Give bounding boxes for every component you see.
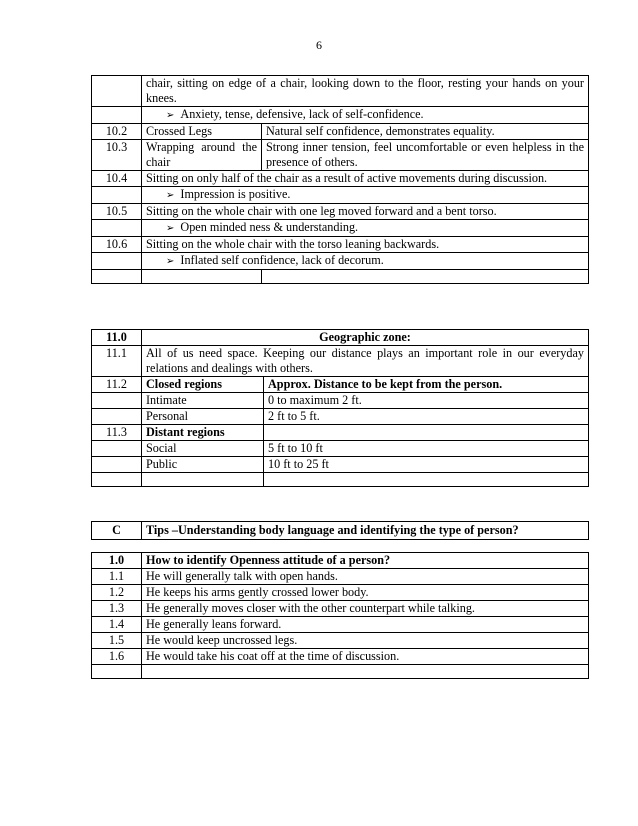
table-row-empty — [92, 270, 589, 284]
bullet-open-minded: ➢ Open minded ness & understanding. — [142, 220, 589, 237]
table-row — [92, 187, 589, 204]
table-row — [92, 253, 589, 270]
table-row — [92, 124, 589, 140]
zone-label: Personal — [142, 409, 264, 425]
zone-distance: 2 ft to 5 ft. — [264, 409, 589, 425]
table-row — [92, 76, 589, 107]
row-text: He would take his coat off at the time of discussion. — [142, 649, 589, 665]
row-number: 11.2 — [92, 377, 142, 393]
table-row — [92, 617, 589, 633]
row-number: 10.4 — [92, 171, 142, 187]
continued-text: chair, sitting on edge of a chair, looking down to the floor, resting your hands on your knees. — [142, 76, 589, 107]
zone-label: Intimate — [142, 393, 264, 409]
row-number: 1.4 — [92, 617, 142, 633]
zone-label: Social — [142, 441, 264, 457]
section-letter: C — [92, 522, 142, 540]
openness-attitude-table — [91, 552, 589, 679]
page-number: 6 — [316, 38, 322, 52]
row-text: He generally leans forward. — [142, 617, 589, 633]
table-row — [92, 649, 589, 665]
row-text: He generally moves closer with the other counterpart while talking. — [142, 601, 589, 617]
distant-regions-label: Distant regions — [142, 425, 264, 441]
table-row — [92, 107, 589, 124]
row-text: Sitting on only half of the chair as a result of active movements during discussion. — [142, 171, 589, 187]
row-text: He will generally talk with open hands. — [142, 569, 589, 585]
table-row — [92, 585, 589, 601]
table-row — [92, 377, 589, 393]
row-number: 1.5 — [92, 633, 142, 649]
row-number: 1.2 — [92, 585, 142, 601]
table-row — [92, 569, 589, 585]
row-text: He keeps his arms gently crossed lower body. — [142, 585, 589, 601]
table-row — [92, 409, 589, 425]
bullet-anxiety: ➢ Anxiety, tense, defensive, lack of self-confidence. — [142, 107, 589, 124]
table-row — [92, 633, 589, 649]
section-title: How to identify Openness attitude of a person? — [142, 553, 589, 569]
row-number: 11.1 — [92, 346, 142, 377]
section-number: 11.0 — [92, 330, 142, 346]
zone-distance: 10 ft to 25 ft — [264, 457, 589, 473]
table-header-row — [92, 330, 589, 346]
table-row — [92, 220, 589, 237]
closed-regions-label: Closed regions — [142, 377, 264, 393]
table-header-row — [92, 553, 589, 569]
bullet-inflated: ➢ Inflated self confidence, lack of decorum. — [142, 253, 589, 270]
table-row — [92, 457, 589, 473]
row-text: All of us need space. Keeping our distance plays an important role in our everyday relations and dealings with others. — [142, 346, 589, 377]
section-title: Geographic zone: — [142, 330, 589, 346]
row-number: 10.6 — [92, 237, 142, 253]
table-row-empty — [92, 665, 589, 679]
row-number: 1.6 — [92, 649, 142, 665]
row-number: 10.5 — [92, 204, 142, 220]
table-row — [92, 204, 589, 220]
table-row — [92, 393, 589, 409]
zone-distance: 0 to maximum 2 ft. — [264, 393, 589, 409]
row-text: Sitting on the whole chair with the torso leaning backwards. — [142, 237, 589, 253]
table-row — [92, 441, 589, 457]
table-row — [92, 237, 589, 253]
row-description: Natural self confidence, demonstrates equality. — [262, 124, 589, 140]
zone-label: Public — [142, 457, 264, 473]
table-row — [92, 601, 589, 617]
row-text: Sitting on the whole chair with one leg moved forward and a bent torso. — [142, 204, 589, 220]
sitting-postures-table — [91, 75, 589, 284]
row-number: 1.3 — [92, 601, 142, 617]
row-number: 1.1 — [92, 569, 142, 585]
distance-header: Approx. Distance to be kept from the person. — [264, 377, 589, 393]
row-description: Strong inner tension, feel uncomfortable or even helpless in the presence of others. — [262, 140, 589, 171]
row-label: Crossed Legs — [142, 124, 262, 140]
section-number: 1.0 — [92, 553, 142, 569]
table-header-row — [92, 522, 589, 540]
table-row — [92, 140, 589, 171]
geographic-zone-table — [91, 329, 589, 487]
row-number: 10.2 — [92, 124, 142, 140]
row-number: 10.3 — [92, 140, 142, 171]
row-text: He would keep uncrossed legs. — [142, 633, 589, 649]
table-row-empty — [92, 473, 589, 487]
tips-heading-table — [91, 521, 589, 540]
row-number: 11.3 — [92, 425, 142, 441]
table-row — [92, 346, 589, 377]
table-row — [92, 425, 589, 441]
bullet-impression: ➢ Impression is positive. — [142, 187, 589, 204]
table-row — [92, 171, 589, 187]
zone-distance: 5 ft to 10 ft — [264, 441, 589, 457]
section-title: Tips –Understanding body language and identifying the type of person? — [142, 522, 589, 540]
row-label: Wrapping around the chair — [142, 140, 262, 171]
